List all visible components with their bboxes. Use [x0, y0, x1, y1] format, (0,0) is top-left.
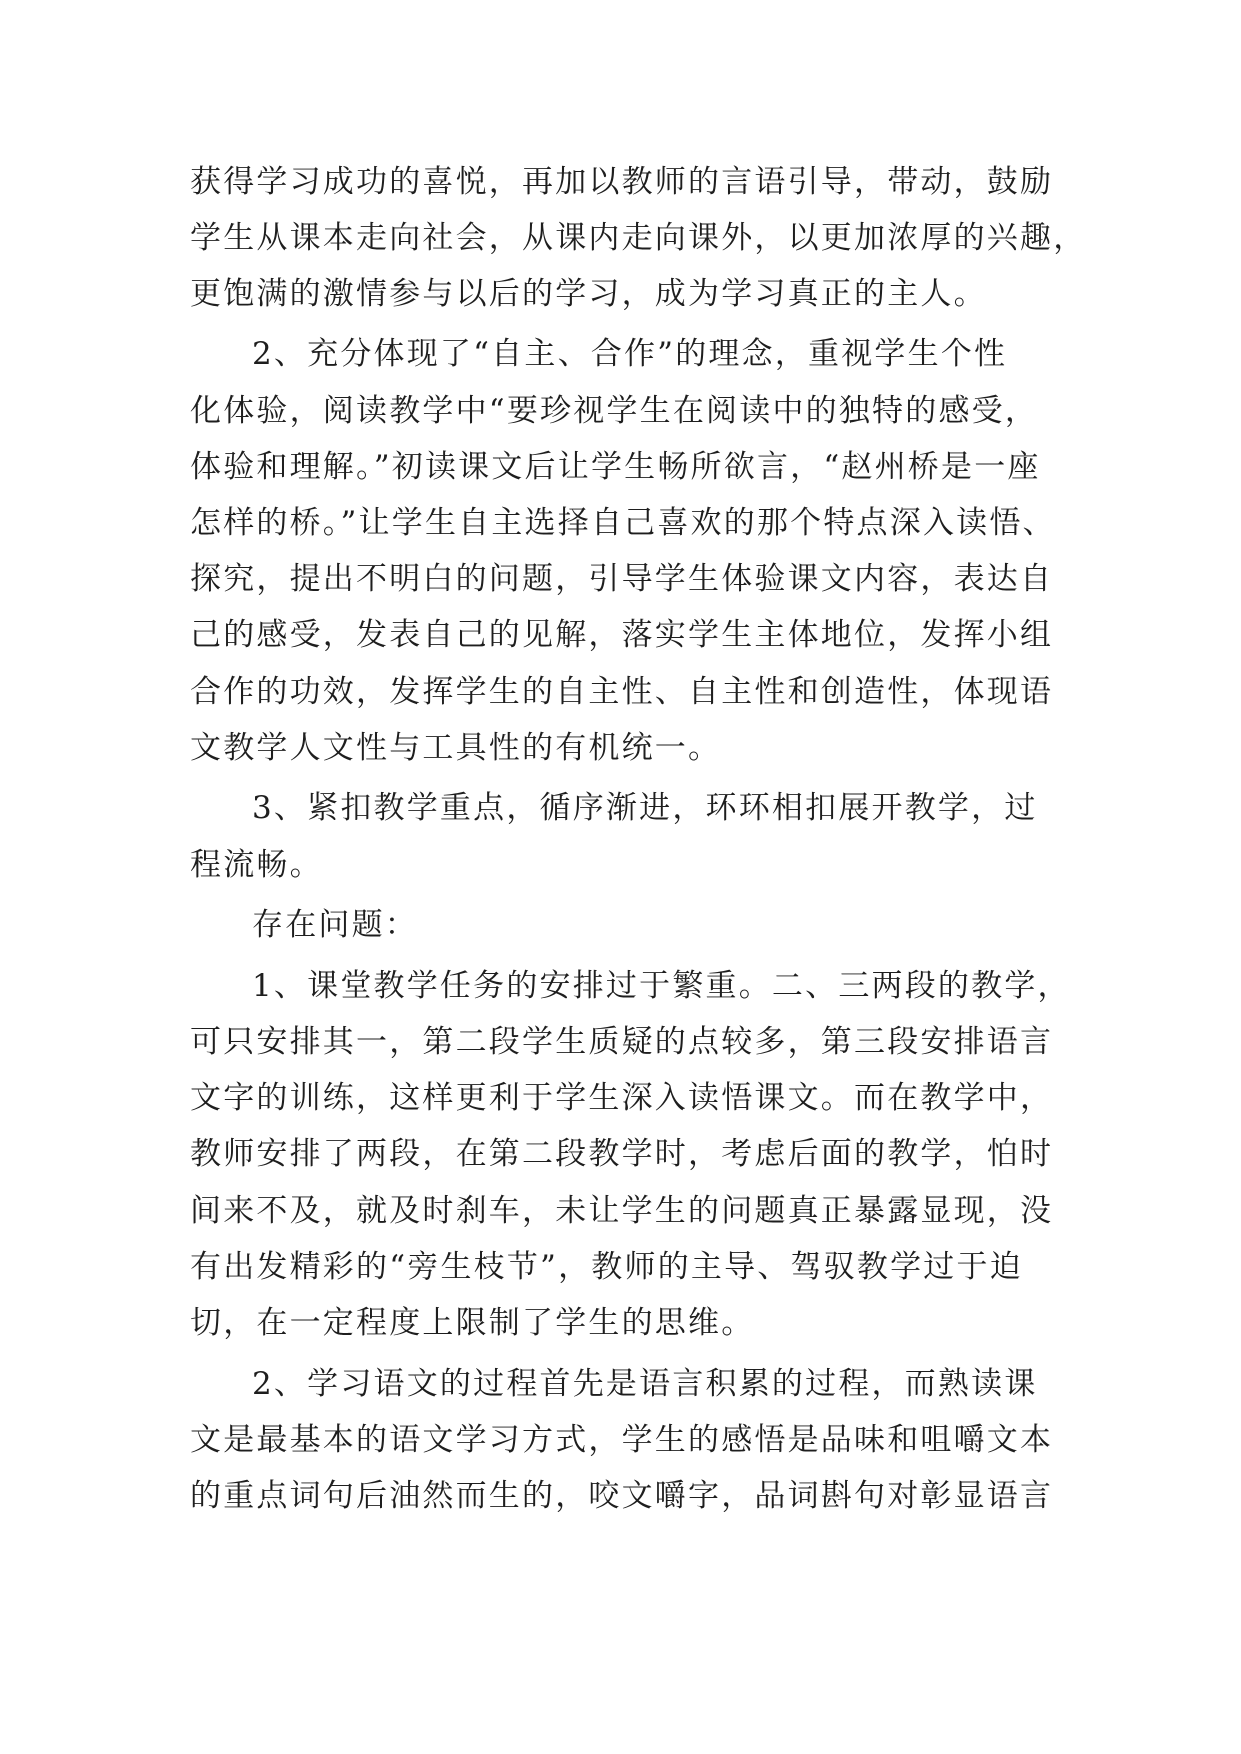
text-line: 切，在一定程度上限制了学生的思维。	[190, 1305, 755, 1341]
text-line: 的重点词句后油然而生的，咬文嚼字，品词斟句对彰显语言	[190, 1478, 1054, 1514]
text-line: 可只安排其一，第二段学生质疑的点较多，第三段安排语言	[190, 1024, 1054, 1060]
text-line: 合作的功效，发挥学生的自主性、自主性和创造性，体现语	[190, 674, 1054, 710]
text-line: 怎样的桥。”让学生自主选择自己喜欢的那个特点深入读悟、	[190, 505, 1056, 541]
paragraph-first-line: 1、课堂教学任务的安排过于繁重。二、三两段的教学，	[252, 968, 1071, 1004]
text-line: 有出发精彩的“旁生枝节”，教师的主导、驾驭教学过于迫	[190, 1249, 1023, 1285]
text-line: 学生从课本走向社会，从课内走向课外，以更加浓厚的兴趣，	[190, 220, 1087, 256]
text-line: 文教学人文性与工具性的有机统一。	[190, 730, 722, 766]
text-line: 间来不及，就及时刹车，未让学生的问题真正暴露显现，没	[190, 1193, 1054, 1229]
text-line: 体验和理解。”初读课文后让学生畅所欲言，“赵州桥是一座	[190, 449, 1041, 485]
text-line: 探究，提出不明白的问题，引导学生体验课文内容，表达自	[190, 561, 1054, 597]
section-heading: 存在问题：	[252, 907, 418, 943]
text-line: 文字的训练，这样更利于学生深入读悟课文。而在教学中，	[190, 1080, 1054, 1116]
text-line: 己的感受，发表自己的见解，落实学生主体地位，发挥小组	[190, 617, 1054, 653]
text-line: 程流畅。	[190, 847, 323, 883]
text-line: 更饱满的激情参与以后的学习，成为学习真正的主人。	[190, 276, 987, 312]
text-line: 文是最基本的语文学习方式，学生的感悟是品味和咀嚼文本	[190, 1422, 1054, 1458]
text-line: 化体验，阅读教学中“要珍视学生在阅读中的独特的感受，	[190, 393, 1039, 429]
paragraph-first-line: 3、紧扣教学重点，循序渐进，环环相扣展开教学，过	[252, 790, 1038, 826]
text-line: 教师安排了两段，在第二段教学时，考虑后面的教学，怕时	[190, 1136, 1054, 1172]
paragraph-first-line: 2、学习语文的过程首先是语言积累的过程，而熟读课	[252, 1366, 1038, 1402]
text-line: 获得学习成功的喜悦，再加以教师的言语引导，带动，鼓励	[190, 164, 1054, 200]
paragraph-first-line: 2、充分体现了“自主、合作”的理念，重视学生个性	[252, 336, 1008, 372]
